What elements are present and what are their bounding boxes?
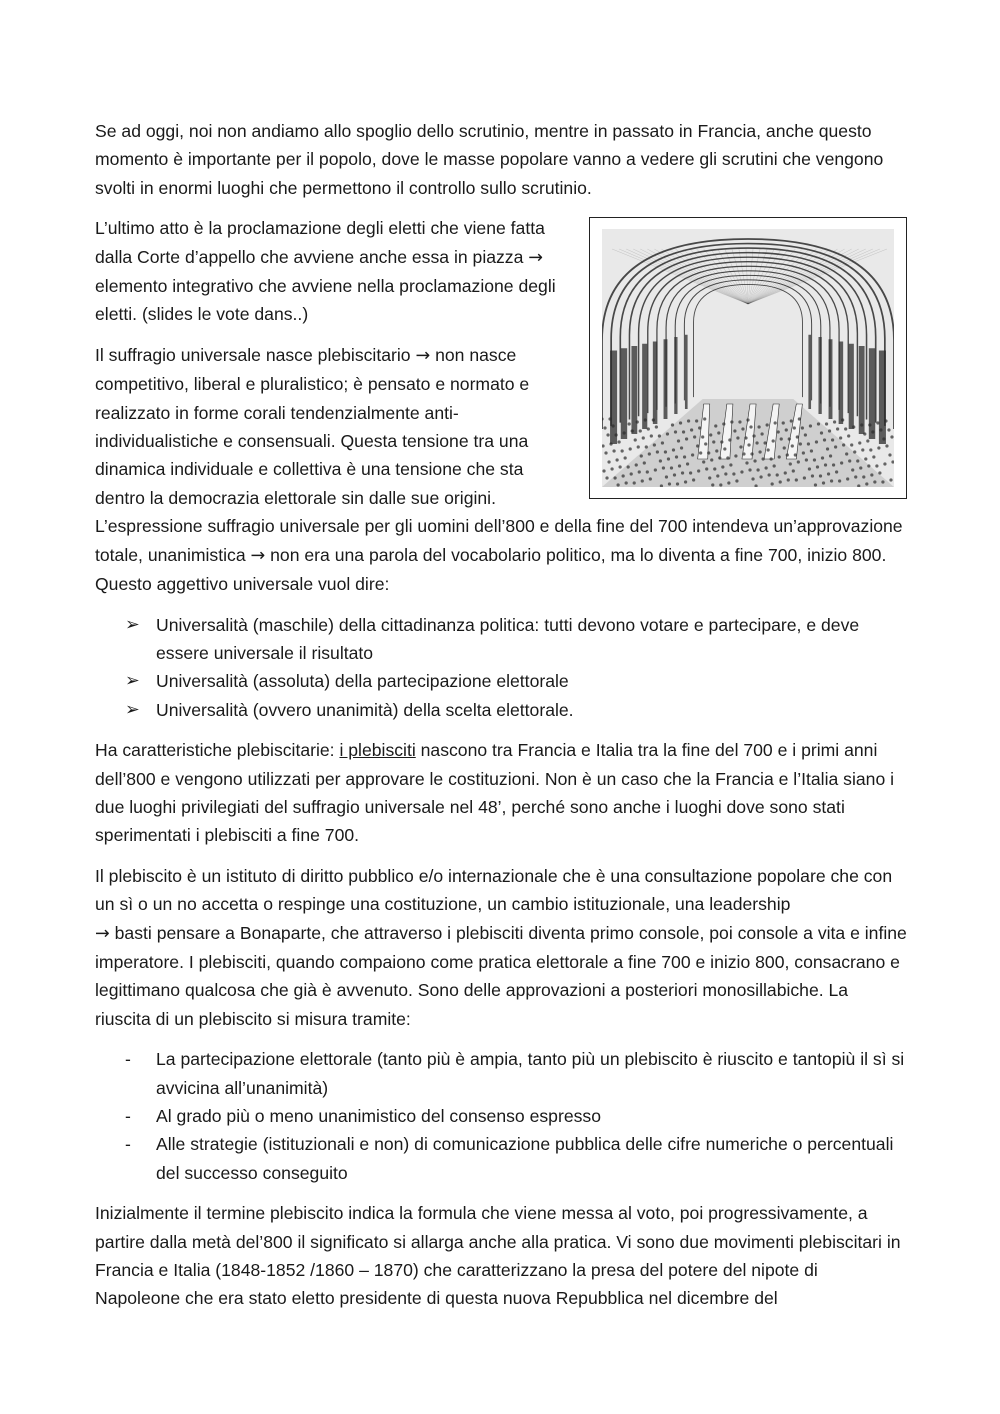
bullet-arrow-icon: ➢ [125,699,140,720]
bullet-arrow-icon: ➢ [125,614,140,635]
bullet-dash-icon: - [125,1106,131,1126]
bullet-arrow-icon: ➢ [125,671,140,692]
paragraph-5-text-b: basti pensare a Bonaparte, che attraverso i plebisciti diventa primo console, poi console a vita e infine imperatore. I plebisciti, quando compaiono come pratica elettorale a fine 700 e inizio 800, consacrano e legittimano qualcosa che già è avvenuto. Sono delle approvazioni a posteriori monosillabiche. La riuscita di un plebiscito si misura tramite: [95,922,907,1029]
paragraph-5-text-a: Il plebiscito è un istituto di diritto pubblico e/o internazionale che è una consultazione popolare che con un sì o un no accetta o respinge una costituzione, un cambio istituzionale, una leadership [95,865,893,915]
paragraph-2-text-a: L’ultimo atto è la proclamazione degli eletti che viene fatta dalla Corte d’appello che avviene anche essa in piazza [95,218,545,267]
arrow-icon: → [415,345,431,366]
list-item-text: Universalità (maschile) della cittadinanza politica: tutti devono votare e partecipare, e deve essere universale il risultato [156,614,860,663]
list-item-text: Alle strategie (istituzionali e non) di comunicazione pubblica delle cifre numeriche o percentuali del successo conseguito [156,1134,894,1183]
plebiscite-success-list [95,1045,907,1187]
bullet-dash-icon: - [125,1049,131,1070]
engraving-hall-image [602,229,894,487]
list-item [95,1130,907,1187]
list-item [95,1045,907,1102]
list-item-text: Universalità (assoluta) della partecipazione elettorale [156,671,569,692]
list-item [95,611,907,668]
paragraph-4 [95,736,907,850]
arrow-icon: → [528,247,544,268]
arrow-icon: → [95,923,110,944]
list-item-text: La partecipazione elettorale (tanto più è ampia, tanto più un plebiscito è riuscito e tantopiù il sì si avvicina all’unanimità) [156,1049,905,1098]
list-item [95,1102,907,1130]
list-item [95,667,907,695]
bullet-dash-icon: - [125,1134,131,1155]
list-item-text: Universalità (ovvero unanimità) della scelta elettorale. [156,699,574,720]
list-item [95,696,907,724]
paragraph-5 [95,862,907,1033]
paragraph-1: Se ad oggi, noi non andiamo allo spoglio dello scrutinio, mentre in passato in Francia, anche questo momento è importante per il popolo, dove le masse popolare vanno a vedere gli scrutini che vengono svolti in enormi luoghi che permettono il controllo sullo scrutinio. [95,121,884,198]
list-item-text: Al grado più o meno unanimistico del consenso espresso [156,1106,601,1126]
arrow-icon: → [250,545,266,566]
paragraph-3-text-b: non nasce competitivo, liberal e pluralistico; è pensato e normato e realizzato in forme corali tendenzialmente anti-individualistiche e consensuali. Questa tensione tra una dinamica individuale e collettiva è una tensione che sta dentro la democrazia elettorale sin dalle sue origini. L’espressione suffragio universale per gli uomini dell’800 e della fine del 700 intendeva un’approvazione totale, unanimistica [95,344,903,565]
universality-list [95,611,907,725]
paragraph-2-text-b: elemento integrativo che avviene nella proclamazione degli eletti. (slides le vote dans..) [95,276,556,325]
plebisciti-link[interactable]: i plebisciti [339,740,416,761]
paragraph-4-text-a: Ha caratteristiche plebiscitarie: [95,740,335,761]
paragraph-4-text-b: nascono tra Francia e Italia tra la fine del 700 e i primi anni dell’800 e vengono utilizzati per approvare le costituzioni. Non è un caso che la Francia e l’Italia siano i due luoghi privilegiati del suffragio universale nel 48’, perché sono anche i luoghi dove sono stati sperimentati i plebisciti a fine 700. [95,740,895,846]
engraving-figure [589,217,907,499]
document-page [95,117,907,1325]
paragraph-3-text-a: Il suffragio universale nasce plebiscitario [95,344,411,365]
paragraph-6: Inizialmente il termine plebiscito indica la formula che viene messa al voto, poi progressivamente, a partire dalla metà del’800 il significato si allarga anche alla pratica. Vi sono due movimenti plebiscitari in Francia e Italia (1848-1852 /1860 – 1870) che caratterizzano la presa del potere del nipote di Napoleone che era stato eletto presidente di questa nuova Repubblica nel dicembre del [95,1203,901,1309]
paragraph-3-text-c: non era una parola del vocabolario politico, ma lo diventa a fine 700, inizio 800. Questo aggettivo universale vuol dire: [95,544,887,595]
